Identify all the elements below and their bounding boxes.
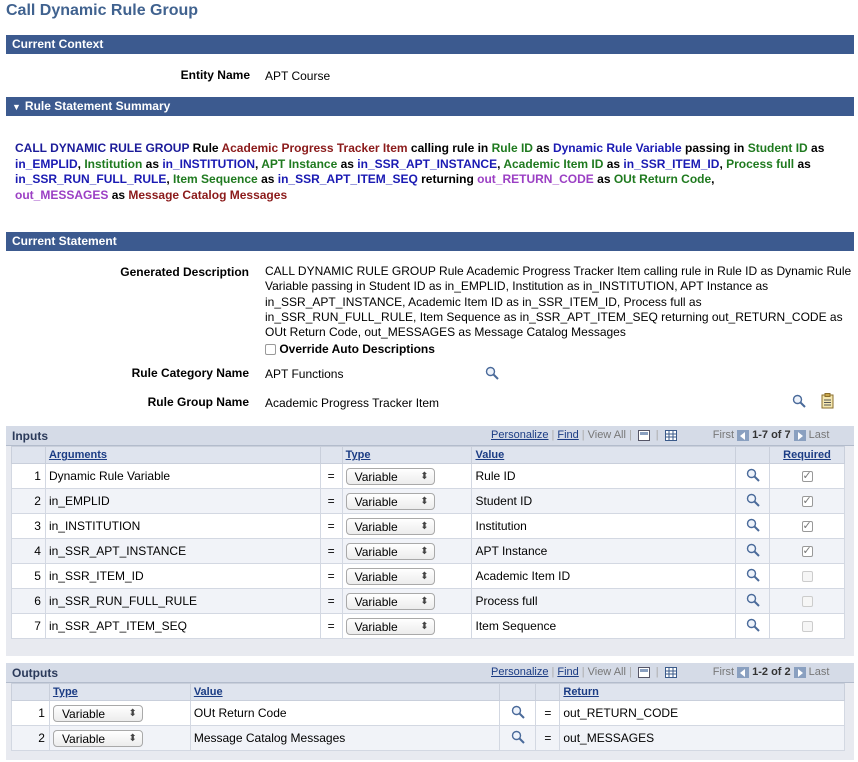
rule-group-value: Academic Progress Tracker Item — [265, 396, 440, 410]
magnifier-icon[interactable] — [746, 468, 760, 485]
outputs-view-all-link[interactable]: View All — [587, 666, 626, 678]
summary-segment: , — [77, 156, 85, 171]
outputs-range: 1-2 of 2 — [752, 666, 791, 678]
inputs-table-row — [12, 539, 845, 564]
type-select[interactable] — [346, 543, 435, 560]
summary-segment: in_SSR_RUN_FULL_RULE — [15, 172, 167, 186]
rule-group-lookup-magnifier-icon[interactable] — [792, 394, 806, 408]
inputs-table-row — [12, 589, 845, 614]
summary-segment: out_MESSAGES — [15, 187, 109, 202]
required-cell — [770, 614, 845, 639]
current-context-header — [6, 35, 854, 54]
current-statement-header — [6, 232, 854, 251]
value-lookup-cell — [736, 614, 770, 639]
rule-category-label: Rule Category Name — [131, 366, 249, 380]
magnifier-icon[interactable] — [746, 543, 760, 560]
outputs-col-lookup — [500, 684, 536, 701]
type-select-value: Variable — [61, 731, 106, 746]
inputs-col-eq — [320, 447, 342, 464]
outputs-nav-left-icon[interactable] — [737, 667, 749, 678]
value-field: Item Sequence — [472, 614, 736, 639]
outputs-col-value[interactable]: Value — [190, 684, 500, 701]
outputs-download-grid-icon[interactable] — [665, 667, 677, 678]
summary-segment: as — [108, 187, 129, 202]
zoom-grid-icon[interactable] — [638, 430, 650, 441]
row-number: 5 — [12, 564, 46, 589]
equals-sign: = — [536, 701, 560, 726]
equals-sign: = — [320, 464, 342, 489]
required-checkbox — [802, 571, 813, 582]
value-lookup-cell — [736, 564, 770, 589]
row-number: 3 — [12, 514, 46, 539]
inputs-find-link[interactable]: Find — [557, 429, 579, 441]
outputs-nav-right-icon[interactable] — [794, 667, 806, 678]
row-number: 2 — [12, 489, 46, 514]
inputs-table-row — [12, 464, 845, 489]
summary-segment: , — [255, 156, 262, 171]
summary-segment: OUt Return Code — [613, 172, 712, 186]
override-auto-descriptions-checkbox[interactable] — [265, 344, 276, 355]
value-lookup-cell — [736, 514, 770, 539]
outputs-grid-title: Outputs — [12, 666, 58, 680]
value-field: Student ID — [472, 489, 736, 514]
summary-segment: Academic Item ID — [503, 156, 604, 171]
argument-name: in_SSR_APT_ITEM_SEQ — [45, 614, 320, 639]
return-field: out_RETURN_CODE — [560, 701, 845, 726]
type-select[interactable] — [346, 618, 435, 635]
summary-segment: Academic Progress Tracker Item — [221, 141, 408, 155]
row-number: 2 — [12, 726, 50, 751]
outputs-col-rownum — [12, 684, 50, 701]
required-checkbox — [802, 596, 813, 607]
inputs-col-required[interactable]: Required — [770, 447, 845, 464]
outputs-personalize-link[interactable]: Personalize — [491, 666, 549, 678]
summary-segment: as — [794, 156, 811, 171]
outputs-grid-header — [6, 663, 854, 683]
inputs-nav-left-icon[interactable] — [737, 430, 749, 441]
summary-segment: as — [142, 156, 163, 171]
inputs-first-label: First — [712, 429, 735, 441]
download-grid-icon[interactable] — [665, 430, 677, 441]
value-field: Institution — [472, 514, 736, 539]
row-number: 1 — [12, 701, 50, 726]
value-field: Rule ID — [472, 464, 736, 489]
inputs-table-row — [12, 564, 845, 589]
type-cell — [342, 464, 472, 489]
inputs-col-type[interactable]: Type — [342, 447, 472, 464]
required-cell — [770, 589, 845, 614]
value-field: Process full — [472, 589, 736, 614]
argument-name: in_EMPLID — [45, 489, 320, 514]
current-statement-header-label: Current Statement — [12, 234, 117, 248]
inputs-grid-header — [6, 426, 854, 446]
required-cell — [770, 514, 845, 539]
summary-segment: returning — [417, 172, 478, 186]
value-lookup-cell — [500, 701, 536, 726]
magnifier-icon[interactable] — [511, 730, 525, 747]
equals-sign: = — [320, 514, 342, 539]
summary-segment: Student ID — [747, 141, 808, 155]
summary-segment: as — [603, 156, 624, 171]
magnifier-icon[interactable] — [511, 705, 525, 722]
inputs-table — [11, 446, 845, 639]
type-select[interactable] — [346, 568, 435, 585]
summary-segment: in_SSR_ITEM_ID — [623, 156, 720, 171]
type-cell — [342, 489, 472, 514]
argument-name: in_SSR_RUN_FULL_RULE — [45, 589, 320, 614]
rule-category-value: APT Functions — [265, 367, 344, 381]
summary-segment: Process full — [726, 156, 795, 171]
rule-statement-summary-header[interactable] — [6, 97, 854, 116]
equals-sign: = — [320, 589, 342, 614]
summary-segment: Rule — [189, 141, 222, 155]
inputs-grid-nav: Personalize | Find | View All | | First 1-7 of 7 Last — [491, 429, 830, 441]
type-select[interactable] — [346, 593, 435, 610]
type-select-value: Variable — [354, 619, 398, 634]
required-cell — [770, 564, 845, 589]
inputs-range: 1-7 of 7 — [752, 429, 791, 441]
type-select[interactable] — [346, 493, 435, 510]
type-cell — [49, 726, 190, 751]
type-select-value: Variable — [61, 706, 106, 721]
summary-segment: as — [807, 141, 825, 155]
row-number: 1 — [12, 464, 46, 489]
summary-segment: as — [593, 172, 614, 186]
override-auto-descriptions[interactable] — [265, 342, 435, 356]
page-title: Call Dynamic Rule Group — [6, 2, 199, 19]
outputs-table-row — [12, 726, 845, 751]
type-cell — [342, 539, 472, 564]
inputs-grid-title: Inputs — [12, 429, 48, 443]
value-lookup-cell — [736, 589, 770, 614]
required-checkbox — [802, 496, 813, 507]
clipboard-icon[interactable] — [820, 393, 836, 409]
magnifier-icon[interactable] — [746, 518, 760, 535]
inputs-table-row — [12, 514, 845, 539]
value-lookup-cell — [736, 539, 770, 564]
return-field: out_MESSAGES — [560, 726, 845, 751]
equals-sign: = — [320, 614, 342, 639]
inputs-personalize-link[interactable]: Personalize — [491, 429, 549, 441]
type-select-value: Variable — [354, 519, 398, 534]
entity-name-value: APT Course — [265, 69, 331, 83]
inputs-grid — [6, 426, 854, 656]
inputs-col-lookup — [736, 447, 770, 464]
value-field: OUt Return Code — [190, 701, 500, 726]
outputs-table-row — [12, 701, 845, 726]
summary-segment: as — [337, 156, 358, 171]
type-cell — [342, 514, 472, 539]
value-lookup-cell — [500, 726, 536, 751]
row-number: 6 — [12, 589, 46, 614]
summary-segment: calling rule in — [407, 141, 492, 155]
magnifier-icon[interactable] — [746, 593, 760, 610]
type-select[interactable] — [53, 730, 143, 747]
outputs-col-type[interactable]: Type — [49, 684, 190, 701]
outputs-col-return[interactable]: Return — [560, 684, 845, 701]
outputs-first-label: First — [712, 666, 735, 678]
generated-description-label: Generated Description — [120, 265, 249, 279]
value-lookup-cell — [736, 464, 770, 489]
equals-sign: = — [320, 539, 342, 564]
value-lookup-cell — [736, 489, 770, 514]
inputs-nav-right-icon[interactable] — [794, 430, 806, 441]
equals-sign: = — [536, 726, 560, 751]
required-cell — [770, 539, 845, 564]
rule-group-label: Rule Group Name — [147, 395, 249, 409]
inputs-col-value[interactable]: Value — [472, 447, 736, 464]
summary-segment: as — [532, 141, 553, 155]
value-field: APT Instance — [472, 539, 736, 564]
type-select-value: Variable — [354, 594, 398, 609]
outputs-find-link[interactable]: Find — [557, 666, 579, 678]
row-number: 7 — [12, 614, 46, 639]
type-select-value: Variable — [354, 569, 398, 584]
type-cell — [342, 589, 472, 614]
required-cell — [770, 464, 845, 489]
equals-sign: = — [320, 489, 342, 514]
collapse-triangle-icon[interactable]: ▼ — [12, 102, 21, 112]
magnifier-icon[interactable] — [746, 493, 760, 510]
outputs-grid-nav: Personalize | Find | View All | | First 1-2 of 2 Last — [491, 666, 830, 678]
argument-name: in_INSTITUTION — [45, 514, 320, 539]
type-cell — [342, 564, 472, 589]
argument-name: in_SSR_ITEM_ID — [45, 564, 320, 589]
rule-statement-summary-label: Rule Statement Summary — [24, 99, 171, 113]
value-field: Message Catalog Messages — [190, 726, 500, 751]
required-checkbox — [802, 521, 813, 532]
summary-segment: passing in — [681, 141, 748, 155]
summary-segment: out_RETURN_CODE — [477, 172, 594, 186]
required-checkbox — [802, 621, 813, 632]
outputs-last-label: Last — [808, 666, 830, 678]
summary-segment: in_SSR_APT_INSTANCE — [357, 156, 498, 171]
summary-segment: , — [497, 156, 504, 171]
summary-segment: in_EMPLID — [15, 156, 78, 171]
entity-name-label: Entity Name — [180, 68, 250, 82]
generated-description-value: CALL DYNAMIC RULE GROUP Rule Academic Progress Tracker Item calling rule in Rule ID as Dynamic Rule Variable passing in Student ID as in_EMPLID, Institution as in_INSTITUTION, APT Instance as in_SSR_APT_INSTANCE, Academic Item ID as in_SSR_ITEM_ID, Process full as in_SSR_RUN_FULL_RULE, Item Sequence as in_SSR_APT_ITEM_SEQ returning out_RETURN_CODE as OUt Return Code, out_MESSAGES as Message Catalog Messages — [265, 264, 852, 340]
inputs-last-label: Last — [808, 429, 830, 441]
required-checkbox — [802, 546, 813, 557]
type-select-value: Variable — [354, 544, 398, 559]
override-auto-descriptions-label: Override Auto Descriptions — [279, 342, 435, 356]
row-number: 4 — [12, 539, 46, 564]
inputs-col-arguments[interactable]: Arguments — [45, 447, 320, 464]
summary-segment: as — [257, 172, 278, 186]
summary-segment: Message Catalog Messages — [128, 187, 288, 202]
summary-segment: Institution — [84, 156, 143, 171]
equals-sign: = — [320, 564, 342, 589]
inputs-view-all-link[interactable]: View All — [587, 429, 626, 441]
type-select-value: Variable — [354, 469, 398, 484]
magnifier-icon[interactable] — [746, 618, 760, 635]
type-select[interactable] — [346, 468, 435, 485]
summary-segment: in_INSTITUTION — [162, 156, 256, 171]
type-select[interactable] — [346, 518, 435, 535]
magnifier-icon[interactable] — [746, 568, 760, 585]
argument-name: Dynamic Rule Variable — [45, 464, 320, 489]
summary-segment: , — [711, 172, 715, 186]
inputs-table-row — [12, 489, 845, 514]
outputs-zoom-grid-icon[interactable] — [638, 667, 650, 678]
outputs-grid — [6, 663, 854, 760]
inputs-col-rownum — [12, 447, 46, 464]
outputs-table — [11, 683, 845, 751]
summary-segment: , — [166, 172, 174, 186]
rule-category-lookup-magnifier-icon[interactable] — [485, 366, 499, 380]
value-field: Academic Item ID — [472, 564, 736, 589]
summary-segment: Rule ID — [491, 141, 533, 155]
summary-segment: Dynamic Rule Variable — [552, 141, 682, 155]
type-select[interactable] — [53, 705, 143, 722]
summary-segment: APT Instance — [261, 156, 338, 171]
argument-name: in_SSR_APT_INSTANCE — [45, 539, 320, 564]
type-cell — [342, 614, 472, 639]
required-cell — [770, 489, 845, 514]
type-select-value: Variable — [354, 494, 398, 509]
summary-segment: in_SSR_APT_ITEM_SEQ — [277, 172, 418, 186]
current-context-header-label: Current Context — [12, 37, 104, 51]
rule-statement-summary — [15, 141, 850, 203]
summary-segment: Item Sequence — [173, 172, 258, 186]
summary-segment: , — [719, 156, 727, 171]
summary-segment: CALL DYNAMIC RULE GROUP — [15, 141, 190, 155]
type-cell — [49, 701, 190, 726]
inputs-table-row — [12, 614, 845, 639]
required-checkbox — [802, 471, 813, 482]
outputs-col-eq — [536, 684, 560, 701]
